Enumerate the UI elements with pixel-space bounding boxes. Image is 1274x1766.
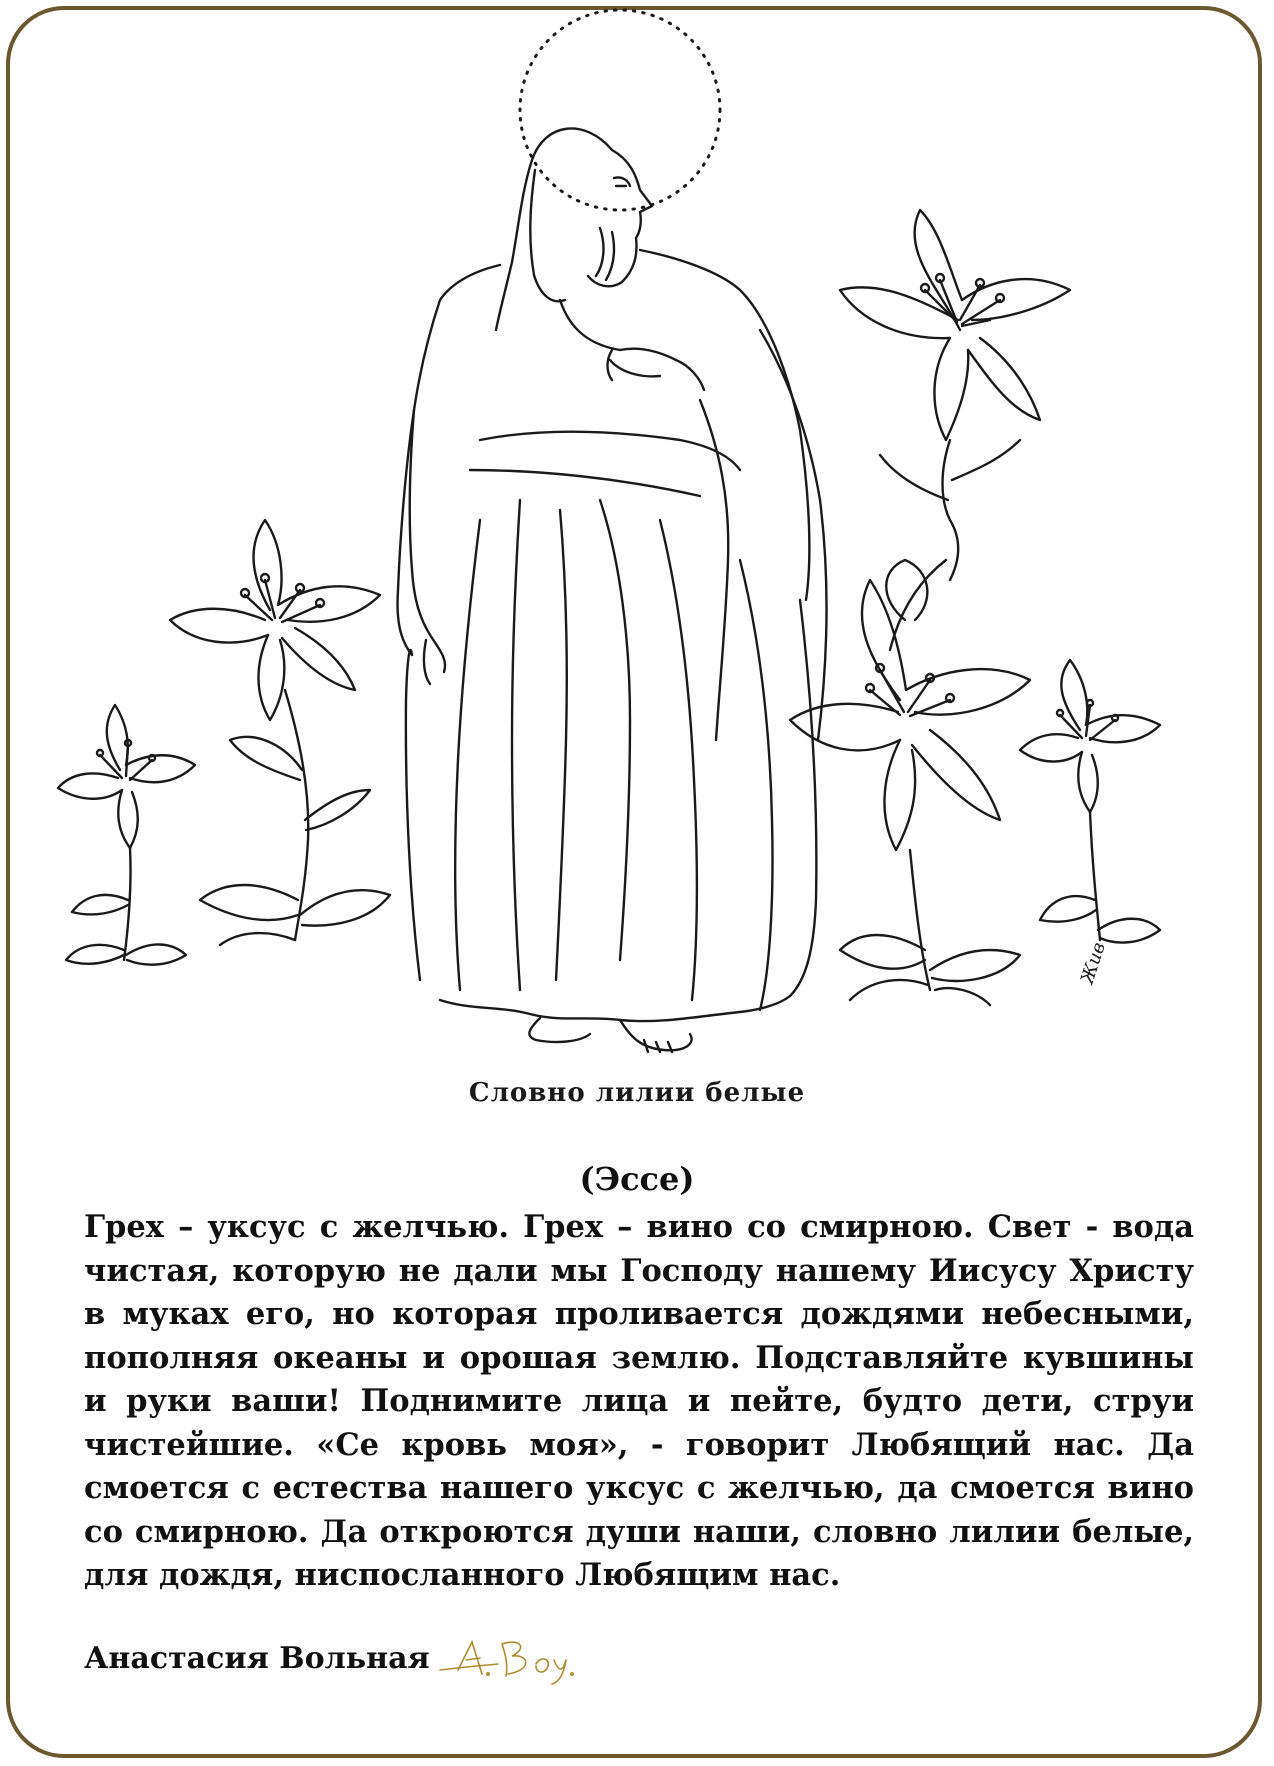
- essay-body: Грех – уксус с желчью. Грех – вино со смирною. Свет - вода чистая, которую не дали мы Господу нашему Иисусу Христу в муках его, но которая проливается дождями небесными, пополняя океаны и орошая землю. Подставляйте кувшины и руки ваши! Поднимите лица и пейте, будто дети, струи чистейшие. «Се кровь моя», - говорит Любящий нас. Да смоется с естества нашего уксус с желчью, да смоется вино со смирною. Да откроются души наши, словно лилии белые, для дождя, ниспосланного Любящим нас.: [84, 1209, 1194, 1593]
- artist-signature: Жив: [1076, 939, 1110, 987]
- handwritten-signature: [436, 1630, 586, 1686]
- author-block: [84, 1628, 586, 1688]
- author-name: Анастасия Вольная: [84, 1640, 430, 1676]
- lily-small-left: [58, 705, 195, 965]
- christ-figure: [398, 128, 827, 1052]
- genre-label: (Эссе): [579, 1160, 695, 1198]
- lily-small-right: [1020, 660, 1160, 943]
- lily-large-left: [170, 520, 390, 945]
- christ-with-lilies-illustration: [40, 0, 1200, 1070]
- halo: [520, 10, 720, 210]
- essay-title: Словно лилии белые: [468, 1078, 806, 1108]
- lily-large-top: [840, 210, 1070, 650]
